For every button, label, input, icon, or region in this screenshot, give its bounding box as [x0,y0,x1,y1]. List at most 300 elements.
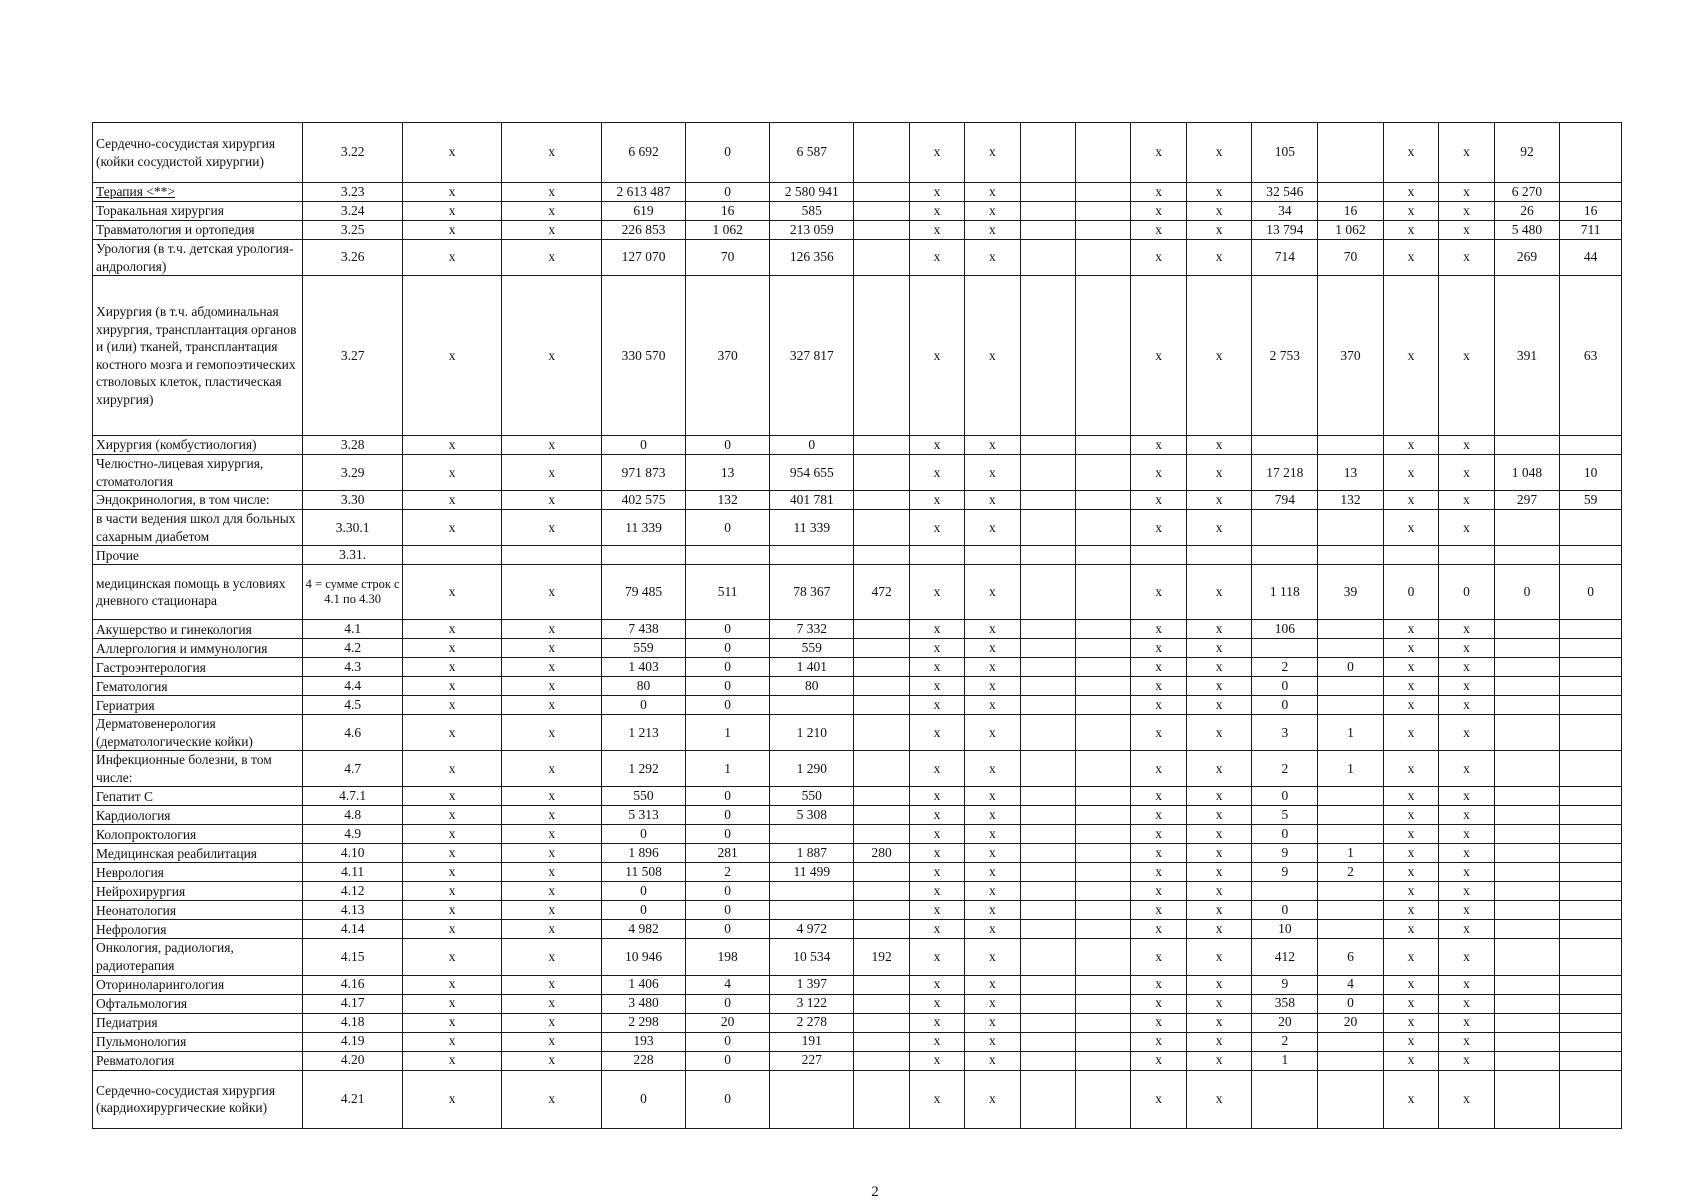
value-cell: 16 [686,202,770,221]
value-cell: 0 [1252,901,1318,920]
value-cell: 1 [1252,1051,1318,1070]
value-cell: x [965,825,1020,844]
row-code-cell: 4.14 [303,920,403,939]
value-cell: x [502,436,602,455]
value-cell: x [1439,436,1494,455]
value-cell [854,455,909,491]
value-cell: x [502,240,602,276]
value-cell: 1 290 [770,751,854,787]
value-cell: 5 [1252,806,1318,825]
value-cell: x [965,806,1020,825]
value-cell [1318,1032,1384,1051]
table-row [93,715,1622,751]
value-cell: 2 [686,863,770,882]
value-cell [1076,1070,1131,1128]
value-cell: x [502,491,602,510]
value-cell [1076,510,1131,546]
value-cell [1494,620,1560,639]
value-cell: x [502,863,602,882]
value-cell: 226 853 [601,221,685,240]
table-row [93,975,1622,994]
value-cell: 1 401 [770,658,854,677]
value-cell [1318,546,1384,565]
value-cell: x [402,1051,502,1070]
value-cell: x [1383,863,1438,882]
value-cell: 6 [1318,939,1384,975]
value-cell: 297 [1494,491,1560,510]
value-cell [1494,863,1560,882]
value-cell [854,123,909,183]
value-cell: x [909,1051,964,1070]
value-cell: 1 896 [601,844,685,863]
row-code-cell: 3.27 [303,276,403,436]
table-body [93,123,1622,1129]
value-cell [1560,1013,1622,1032]
value-cell: x [1186,920,1252,939]
value-cell: x [1186,901,1252,920]
value-cell: 0 [770,436,854,455]
value-cell: x [1131,491,1186,510]
row-code-cell: 4.1 [303,620,403,639]
value-cell: 0 [601,1070,685,1128]
table-row [93,565,1622,620]
value-cell [1560,183,1622,202]
value-cell: x [1439,276,1494,436]
value-cell: 10 [1560,455,1622,491]
value-cell: x [402,806,502,825]
row-name-cell: Гепатит С [93,787,303,806]
value-cell: x [502,123,602,183]
table-row [93,620,1622,639]
value-cell: x [1131,510,1186,546]
value-cell: x [909,882,964,901]
value-cell: x [502,751,602,787]
value-cell: 1 406 [601,975,685,994]
value-cell: 13 794 [1252,221,1318,240]
value-cell: x [1383,276,1438,436]
value-cell: x [909,751,964,787]
value-cell [909,546,964,565]
value-cell [1076,221,1131,240]
value-cell [1560,510,1622,546]
value-cell [1020,123,1075,183]
value-cell: x [909,183,964,202]
value-cell: 0 [686,1070,770,1128]
value-cell: 5 313 [601,806,685,825]
value-cell: x [1439,455,1494,491]
value-cell: x [909,455,964,491]
value-cell: 0 [686,1051,770,1070]
value-cell [1076,751,1131,787]
value-cell [1560,620,1622,639]
value-cell: x [1439,787,1494,806]
value-cell: 1 048 [1494,455,1560,491]
value-cell: x [1439,658,1494,677]
value-cell [1020,677,1075,696]
value-cell: x [909,510,964,546]
value-cell: x [1186,620,1252,639]
report-table [92,122,1622,1129]
value-cell: x [1131,975,1186,994]
row-name-cell: Онкология, радиология, радиотерапия [93,939,303,975]
value-cell: x [502,696,602,715]
value-cell: x [1131,787,1186,806]
value-cell: 280 [854,844,909,863]
value-cell: x [909,677,964,696]
row-name-cell: Травматология и ортопедия [93,221,303,240]
value-cell [1076,565,1131,620]
value-cell [1252,1070,1318,1128]
value-cell [854,1070,909,1128]
row-code-cell: 3.29 [303,455,403,491]
value-cell: x [1439,1070,1494,1128]
value-cell [1076,975,1131,994]
value-cell: x [1186,863,1252,882]
table-row [93,1032,1622,1051]
value-cell: 0 [686,436,770,455]
value-cell: 269 [1494,240,1560,276]
value-cell: 11 339 [601,510,685,546]
value-cell: x [402,202,502,221]
row-code-cell: 3.28 [303,436,403,455]
value-cell [854,658,909,677]
value-cell: x [1383,825,1438,844]
value-cell: 4 [1318,975,1384,994]
table-row [93,240,1622,276]
value-cell: 619 [601,202,685,221]
value-cell: x [402,901,502,920]
value-cell: x [1186,975,1252,994]
value-cell: x [402,696,502,715]
value-cell [854,715,909,751]
value-cell [1494,546,1560,565]
value-cell [854,696,909,715]
value-cell [1494,994,1560,1013]
value-cell [1560,787,1622,806]
value-cell [1560,939,1622,975]
value-cell: x [1131,994,1186,1013]
value-cell [1020,546,1075,565]
value-cell [1076,920,1131,939]
row-code-cell: 4.7 [303,751,403,787]
value-cell: 2 [1252,658,1318,677]
value-cell [854,620,909,639]
value-cell: x [1439,221,1494,240]
value-cell: 327 817 [770,276,854,436]
value-cell: 191 [770,1032,854,1051]
value-cell: 2 278 [770,1013,854,1032]
value-cell: x [909,1070,964,1128]
value-cell [1252,436,1318,455]
value-cell: x [1383,1032,1438,1051]
value-cell: x [1131,825,1186,844]
table-row [93,844,1622,863]
value-cell [1560,751,1622,787]
value-cell: x [1439,1013,1494,1032]
value-cell [854,787,909,806]
value-cell [1076,696,1131,715]
value-cell: x [965,221,1020,240]
value-cell: x [1439,240,1494,276]
value-cell: x [402,510,502,546]
value-cell: x [402,491,502,510]
value-cell: 0 [686,806,770,825]
row-code-cell: 3.26 [303,240,403,276]
value-cell: x [965,1013,1020,1032]
value-cell [1560,844,1622,863]
value-cell [1076,620,1131,639]
value-cell [1020,620,1075,639]
value-cell: 5 480 [1494,221,1560,240]
value-cell: x [1439,844,1494,863]
value-cell [1076,1013,1131,1032]
value-cell [1494,920,1560,939]
value-cell: x [1131,1032,1186,1051]
row-code-cell: 4.15 [303,939,403,975]
value-cell: x [1186,221,1252,240]
value-cell: 26 [1494,202,1560,221]
value-cell: x [1131,863,1186,882]
value-cell: x [1383,658,1438,677]
row-code-cell: 4.2 [303,639,403,658]
value-cell: x [1439,123,1494,183]
row-name-cell: Эндокринология, в том числе: [93,491,303,510]
value-cell: x [502,806,602,825]
value-cell [1560,1070,1622,1128]
value-cell [854,806,909,825]
value-cell [854,491,909,510]
value-cell: 412 [1252,939,1318,975]
value-cell: x [1439,639,1494,658]
row-name-cell: Нейрохирургия [93,882,303,901]
value-cell [1020,939,1075,975]
value-cell [1494,677,1560,696]
row-code-cell: 3.31. [303,546,403,565]
value-cell: 1 403 [601,658,685,677]
value-cell [1494,1013,1560,1032]
value-cell: x [502,844,602,863]
value-cell: 70 [686,240,770,276]
value-cell [1494,658,1560,677]
value-cell: x [1439,491,1494,510]
value-cell: x [1186,696,1252,715]
value-cell: x [965,276,1020,436]
value-cell: x [1383,939,1438,975]
value-cell: 4 972 [770,920,854,939]
value-cell [1494,844,1560,863]
value-cell [1020,658,1075,677]
table-row [93,787,1622,806]
value-cell [1252,546,1318,565]
value-cell [1560,806,1622,825]
value-cell: 559 [770,639,854,658]
value-cell: 79 485 [601,565,685,620]
value-cell: 13 [1318,455,1384,491]
row-code-cell: 4.10 [303,844,403,863]
table-row [93,436,1622,455]
value-cell: 80 [770,677,854,696]
value-cell: x [1439,825,1494,844]
value-cell: x [1383,844,1438,863]
row-code-cell: 4.20 [303,1051,403,1070]
row-name-cell: Акушерство и гинекология [93,620,303,639]
value-cell: x [1131,696,1186,715]
value-cell: x [965,639,1020,658]
value-cell [1560,546,1622,565]
value-cell: x [1383,806,1438,825]
value-cell: x [1186,825,1252,844]
value-cell: x [1439,806,1494,825]
value-cell: 9 [1252,844,1318,863]
value-cell [1020,1051,1075,1070]
row-code-cell: 4.8 [303,806,403,825]
value-cell: x [1186,882,1252,901]
value-cell: x [965,975,1020,994]
value-cell: x [909,639,964,658]
value-cell: 20 [1318,1013,1384,1032]
value-cell: x [502,183,602,202]
value-cell: 0 [686,696,770,715]
value-cell: x [1383,751,1438,787]
value-cell [854,1032,909,1051]
value-cell: x [402,123,502,183]
value-cell: x [402,240,502,276]
value-cell: x [909,975,964,994]
row-code-cell: 4.18 [303,1013,403,1032]
value-cell: 2 580 941 [770,183,854,202]
value-cell: x [1439,975,1494,994]
value-cell: x [1186,806,1252,825]
value-cell: 6 692 [601,123,685,183]
value-cell [1076,844,1131,863]
value-cell: x [1186,715,1252,751]
value-cell: x [1186,939,1252,975]
value-cell: x [502,221,602,240]
row-name-cell: Прочие [93,546,303,565]
value-cell [1494,639,1560,658]
value-cell [1560,1032,1622,1051]
value-cell: 2 [1252,1032,1318,1051]
value-cell: x [1131,276,1186,436]
value-cell: 1 210 [770,715,854,751]
value-cell: x [1186,510,1252,546]
value-cell [1560,975,1622,994]
value-cell: 1 [686,715,770,751]
value-cell: x [402,1013,502,1032]
row-name-cell: Неонатология [93,901,303,920]
value-cell: x [402,1032,502,1051]
value-cell: 126 356 [770,240,854,276]
value-cell: 193 [601,1032,685,1051]
value-cell: 198 [686,939,770,975]
value-cell [1020,240,1075,276]
value-cell: x [965,565,1020,620]
value-cell: x [1131,844,1186,863]
value-cell: x [1439,882,1494,901]
value-cell: x [909,221,964,240]
value-cell: x [402,715,502,751]
value-cell [1318,920,1384,939]
row-name-cell: Офтальмология [93,994,303,1013]
value-cell: x [402,436,502,455]
value-cell: x [965,183,1020,202]
row-name-cell: медицинская помощь в условиях дневного стационара [93,565,303,620]
value-cell [965,546,1020,565]
value-cell: x [1186,436,1252,455]
value-cell: 0 [686,677,770,696]
value-cell: 0 [686,787,770,806]
value-cell [1494,510,1560,546]
table-row [93,455,1622,491]
value-cell: x [402,863,502,882]
row-name-cell: Хирургия (комбустиология) [93,436,303,455]
value-cell: 16 [1318,202,1384,221]
row-name-cell: Гастроэнтерология [93,658,303,677]
table-row [93,1051,1622,1070]
value-cell: x [965,994,1020,1013]
table-row [93,510,1622,546]
value-cell: 34 [1252,202,1318,221]
row-code-cell: 4.11 [303,863,403,882]
value-cell: x [402,183,502,202]
value-cell: x [965,920,1020,939]
value-cell: x [502,715,602,751]
value-cell: 711 [1560,221,1622,240]
value-cell: 401 781 [770,491,854,510]
value-cell [770,901,854,920]
value-cell: 585 [770,202,854,221]
value-cell: x [502,787,602,806]
value-cell [1020,510,1075,546]
row-name-cell: Терапия <**> [93,183,303,202]
value-cell [1020,715,1075,751]
value-cell: 971 873 [601,455,685,491]
value-cell: x [502,620,602,639]
value-cell [1318,677,1384,696]
value-cell: 92 [1494,123,1560,183]
value-cell [1076,183,1131,202]
value-cell: x [1131,1070,1186,1128]
value-cell: 0 [601,825,685,844]
value-cell: x [502,202,602,221]
value-cell: x [1383,436,1438,455]
value-cell [1560,1051,1622,1070]
value-cell: x [965,844,1020,863]
value-cell: 0 [686,123,770,183]
value-cell: x [402,620,502,639]
value-cell: x [1439,901,1494,920]
value-cell [1494,901,1560,920]
value-cell [1020,975,1075,994]
value-cell: x [1383,696,1438,715]
value-cell: x [402,658,502,677]
value-cell: 370 [686,276,770,436]
value-cell: 6 270 [1494,183,1560,202]
value-cell: 11 339 [770,510,854,546]
value-cell [854,202,909,221]
value-cell: 9 [1252,975,1318,994]
value-cell [1494,436,1560,455]
value-cell: x [1383,1070,1438,1128]
value-cell: x [502,1032,602,1051]
row-name-cell: Пульмонология [93,1032,303,1051]
row-name-cell: Челюстно-лицевая хирургия, стоматология [93,455,303,491]
value-cell: x [1383,510,1438,546]
value-cell: 9 [1252,863,1318,882]
value-cell: x [1131,806,1186,825]
table-row [93,994,1622,1013]
value-cell [1076,123,1131,183]
